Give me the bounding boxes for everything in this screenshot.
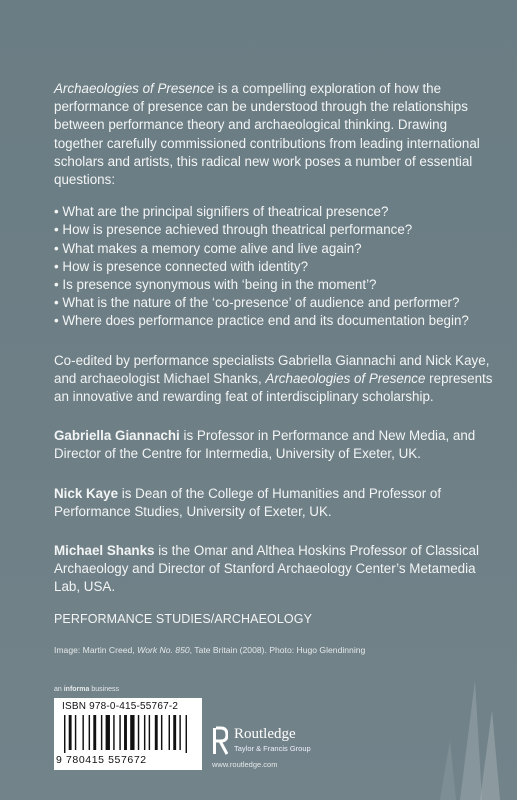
barcode-bar bbox=[155, 715, 158, 750]
credit-post: , Tate Britain (2008). Photo: Hugo Glendinning bbox=[189, 645, 366, 655]
barcode-bar bbox=[124, 715, 127, 750]
informa-post: business bbox=[89, 686, 119, 693]
questions-list bbox=[54, 203, 494, 330]
bio-giannachi bbox=[54, 427, 494, 463]
publisher-tagline: Taylor & Francis Group bbox=[234, 744, 311, 753]
barcode-bar bbox=[64, 715, 65, 753]
barcode-bar bbox=[179, 715, 180, 750]
coedit-paragraph bbox=[54, 352, 494, 407]
question-item: • What are the principal signifiers of theatrical presence? bbox=[54, 204, 389, 220]
credit-pre: Image: Martin Creed, bbox=[54, 645, 138, 655]
barcode-bar bbox=[138, 715, 139, 750]
barcode-bar bbox=[89, 715, 90, 750]
image-credit bbox=[54, 645, 365, 655]
barcode-bar bbox=[161, 715, 162, 750]
barcode-bar bbox=[69, 715, 72, 750]
bio-name: Michael Shanks bbox=[54, 543, 155, 559]
back-cover-blurb bbox=[54, 80, 494, 597]
question-item: • Is presence synonymous with ‘being in the moment’? bbox=[54, 277, 377, 293]
barcode-bar bbox=[75, 715, 76, 750]
barcode-bar bbox=[93, 715, 96, 750]
question-item: • What makes a memory come alive and live again? bbox=[54, 240, 362, 256]
barcode-bar bbox=[101, 715, 102, 750]
subject-category: PERFORMANCE STUDIES/ARCHAEOLOGY bbox=[54, 612, 313, 626]
barcode-bar bbox=[186, 715, 187, 753]
bio-text: is Dean of the College of Humanities and Professor of Performance Studies, University of Exeter, UK. bbox=[54, 485, 442, 519]
barcode-bar bbox=[169, 715, 170, 750]
barcode-bar bbox=[144, 715, 145, 750]
barcode-bar bbox=[173, 715, 176, 750]
bio-kaye bbox=[54, 485, 494, 521]
barcode-number: 9 780415 557672 bbox=[56, 754, 147, 766]
isbn-label: ISBN 978-0-415-55767-2 bbox=[62, 701, 179, 712]
question-item: • How is presence achieved through theatrical performance? bbox=[54, 222, 413, 238]
informa-business-note bbox=[54, 686, 119, 693]
informa-brand: informa bbox=[63, 686, 90, 693]
barcode-bar bbox=[149, 715, 150, 750]
coedit-book-title: Archaeologies of Presence bbox=[265, 370, 426, 386]
question-item: • What is the nature of the ‘co-presence’ of audience and performer? bbox=[54, 295, 460, 311]
book-title-italic: Archaeologies of Presence bbox=[54, 81, 215, 96]
bio-shanks bbox=[54, 542, 494, 597]
publisher-url: www.routledge.com bbox=[212, 760, 278, 769]
question-item: • Where does performance practice end and its documentation begin? bbox=[54, 313, 469, 329]
routledge-r-icon bbox=[212, 726, 228, 756]
barcode-bar bbox=[119, 715, 120, 750]
question-item: • How is presence connected with identity? bbox=[54, 258, 309, 274]
bio-text: is the Omar and Althea Hoskins Professor of Classical Archaeology and Director of Stanford Archaeology Center’s Metamedia Lab, USA. bbox=[54, 543, 479, 595]
isbn-barcode bbox=[54, 698, 202, 770]
barcode-bar bbox=[113, 715, 114, 750]
coedit-text-pre: Co-edited by performance specialists Gabriella Giannachi and Nick Kaye, and archaeologist Michael Shanks, bbox=[54, 352, 490, 386]
bio-text: is Professor in Performance and New Media, and Director of the Centre for Intermedia, University of Exeter, UK. bbox=[54, 428, 476, 462]
barcode-bar bbox=[82, 715, 83, 750]
intro-paragraph bbox=[54, 80, 494, 189]
informa-pre: an bbox=[54, 686, 64, 693]
barcode-bars bbox=[64, 715, 192, 753]
credit-work: Work No. 850 bbox=[137, 645, 190, 655]
barcode-bar bbox=[106, 715, 110, 750]
barcode-bar bbox=[130, 715, 134, 750]
cover-image-fragment bbox=[420, 640, 517, 800]
publisher-name: Routledge bbox=[234, 726, 296, 742]
coedit-text-post: represents an innovative and rewarding feat of interdisciplinary scholarship. bbox=[54, 370, 493, 405]
bio-name: Gabriella Giannachi bbox=[54, 428, 180, 444]
bio-name: Nick Kaye bbox=[54, 485, 119, 501]
intro-text: is a compelling exploration of how the performance of presence can be understood through the relationships between performance theory and archaeological thinking. Drawing together carefully commissioned contributions from leading international scholars and artists, this radical new work poses a number of essential questions: bbox=[54, 81, 480, 188]
